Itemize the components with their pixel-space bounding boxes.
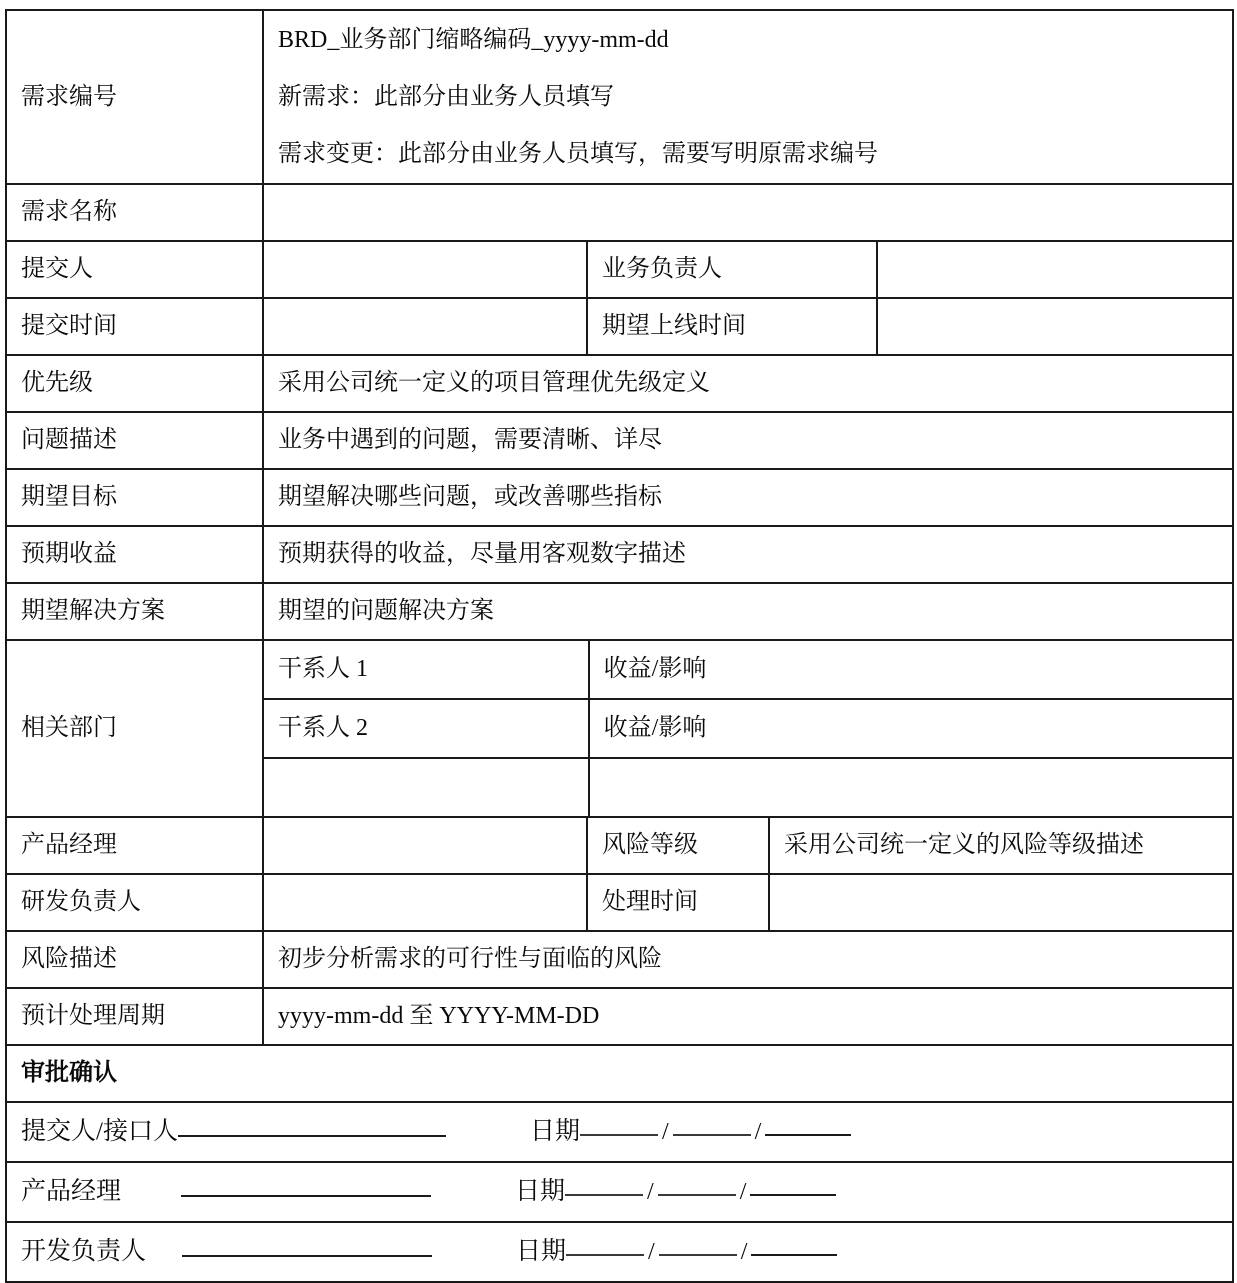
value-expected-launch-time[interactable] — [877, 298, 1233, 355]
table-row-goal — [6, 469, 1233, 526]
brd-form-table — [5, 9, 1234, 1283]
label-process-time: 处理时间 — [587, 874, 769, 931]
label-solution: 期望解决方案 — [6, 583, 263, 640]
value-solution[interactable]: 期望的问题解决方案 — [263, 583, 1233, 640]
stakeholder-impact[interactable]: 收益/影响 — [589, 699, 1232, 758]
table-row-product-manager — [6, 817, 1233, 874]
table-row-signature — [6, 1162, 1233, 1222]
label-cycle: 预计处理周期 — [6, 988, 263, 1045]
value-submitter[interactable] — [263, 241, 587, 298]
table-row-req-name — [6, 184, 1233, 241]
date-separator: / — [754, 1119, 762, 1146]
date-month-line[interactable] — [673, 1134, 751, 1136]
date-separator: / — [661, 1119, 669, 1146]
label-submitter: 提交人 — [6, 241, 263, 298]
table-row-solution — [6, 583, 1233, 640]
value-risk-level[interactable]: 采用公司统一定义的风险等级描述 — [769, 817, 1233, 874]
table-row-submitter — [6, 241, 1233, 298]
label-submit-time: 提交时间 — [6, 298, 263, 355]
value-problem[interactable]: 业务中遇到的问题，需要清晰、详尽 — [263, 412, 1233, 469]
label-dev-owner: 研发负责人 — [6, 874, 263, 931]
table-row-problem — [6, 412, 1233, 469]
value-business-owner[interactable] — [877, 241, 1233, 298]
table-row-dev-owner — [6, 874, 1233, 931]
value-goal[interactable]: 期望解决哪些问题，或改善哪些指标 — [263, 469, 1233, 526]
signature-cell-dev-owner — [6, 1222, 1233, 1282]
signature-line[interactable] — [178, 1135, 446, 1137]
date-separator: / — [740, 1239, 748, 1266]
req-id-note-new: 新需求：此部分由业务人员填写 — [278, 84, 614, 110]
label-goal: 期望目标 — [6, 469, 263, 526]
signature-cell-product-manager — [6, 1162, 1233, 1222]
table-row-signature — [6, 1222, 1233, 1282]
value-product-manager[interactable] — [263, 817, 587, 874]
stakeholder-row — [264, 699, 1232, 758]
date-month-line[interactable] — [659, 1254, 737, 1256]
date-day-line[interactable] — [765, 1134, 851, 1136]
table-row-risk-desc — [6, 931, 1233, 988]
value-benefit[interactable]: 预期获得的收益，尽量用客观数字描述 — [263, 526, 1233, 583]
date-separator: / — [647, 1179, 654, 1206]
value-risk-desc[interactable]: 初步分析需求的可行性与面临的风险 — [263, 931, 1233, 988]
stakeholder-table — [264, 641, 1232, 816]
approval-section-title: 审批确认 — [6, 1045, 1233, 1102]
label-product-manager: 产品经理 — [6, 817, 263, 874]
label-departments: 相关部门 — [6, 640, 263, 817]
value-submit-time[interactable] — [263, 298, 587, 355]
stakeholder-impact[interactable]: 收益/影响 — [589, 641, 1232, 699]
stakeholder-person[interactable]: 干系人 2 — [264, 699, 589, 758]
label-problem: 问题描述 — [6, 412, 263, 469]
date-label: 日期 — [529, 1118, 580, 1146]
signature-line[interactable] — [182, 1255, 432, 1257]
value-process-time[interactable] — [769, 874, 1233, 931]
stakeholder-impact[interactable] — [589, 758, 1232, 816]
signature-label: 提交人/接口人 — [21, 1118, 178, 1146]
date-separator: / — [739, 1179, 747, 1206]
table-row-approval-header — [6, 1045, 1233, 1102]
table-row-submit-time — [6, 298, 1233, 355]
label-expected-launch-time: 期望上线时间 — [587, 298, 877, 355]
date-label: 日期 — [515, 1178, 566, 1206]
stakeholder-row — [264, 758, 1232, 816]
stakeholder-row — [264, 641, 1232, 699]
stakeholder-person[interactable] — [264, 758, 589, 816]
label-risk-level: 风险等级 — [587, 817, 769, 874]
value-req-name[interactable] — [263, 184, 1233, 241]
table-row-benefit — [6, 526, 1233, 583]
cell-req-id-content — [263, 10, 1233, 184]
table-row-cycle — [6, 988, 1233, 1045]
signature-label: 开发负责人 — [21, 1238, 147, 1266]
req-id-note-change: 需求变更：此部分由业务人员填写，需要写明原需求编号 — [278, 141, 878, 167]
label-req-id: 需求编号 — [6, 10, 263, 184]
label-benefit: 预期收益 — [6, 526, 263, 583]
table-row-departments — [6, 640, 1233, 817]
value-dev-owner[interactable] — [263, 874, 587, 931]
date-year-line[interactable] — [566, 1254, 644, 1256]
signature-label: 产品经理 — [21, 1178, 122, 1206]
label-req-name: 需求名称 — [6, 184, 263, 241]
date-year-line[interactable] — [565, 1194, 643, 1196]
req-id-pattern: BRD_业务部门缩略编码_yyyy-mm-dd — [278, 27, 669, 53]
date-day-line[interactable] — [750, 1194, 836, 1196]
value-priority[interactable]: 采用公司统一定义的项目管理优先级定义 — [263, 355, 1233, 412]
table-row-req-id — [6, 10, 1233, 184]
cell-stakeholder-grid — [263, 640, 1233, 817]
signature-line[interactable] — [181, 1195, 431, 1197]
label-risk-desc: 风险描述 — [6, 931, 263, 988]
label-priority: 优先级 — [6, 355, 263, 412]
date-month-line[interactable] — [658, 1194, 736, 1196]
signature-cell-submitter — [6, 1102, 1233, 1162]
date-year-line[interactable] — [580, 1134, 658, 1136]
table-row-priority — [6, 355, 1233, 412]
date-label: 日期 — [516, 1238, 567, 1266]
value-cycle[interactable]: yyyy-mm-dd 至 YYYY-MM-DD — [263, 988, 1233, 1045]
label-business-owner: 业务负责人 — [587, 241, 877, 298]
stakeholder-person[interactable]: 干系人 1 — [264, 641, 589, 699]
date-separator: / — [648, 1239, 655, 1266]
table-row-signature — [6, 1102, 1233, 1162]
date-day-line[interactable] — [751, 1254, 837, 1256]
